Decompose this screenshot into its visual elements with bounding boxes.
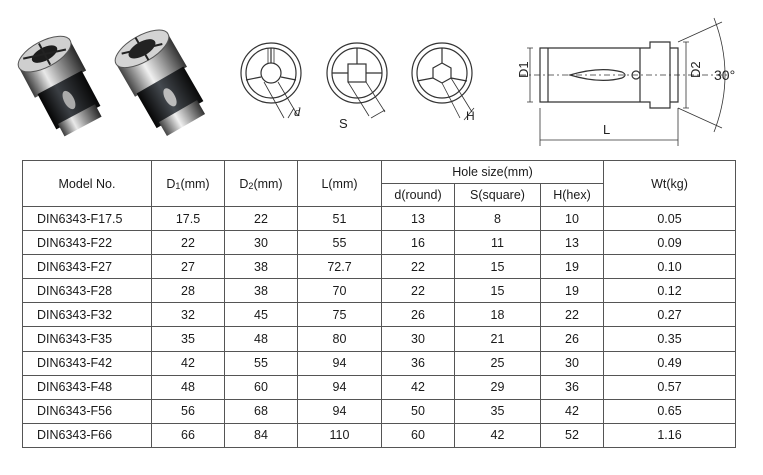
cell-d2: 55 [225,351,298,375]
cell-model: DIN6343-F66 [23,423,152,447]
cell-h: 19 [541,279,604,303]
cell-wt: 0.49 [604,351,736,375]
cell-d: 42 [382,375,455,399]
cell-d2: 22 [225,207,298,231]
cell-model: DIN6343-F32 [23,303,152,327]
table-header-row [23,161,736,184]
cell-h: 26 [541,327,604,351]
cell-h: 36 [541,375,604,399]
table-row [23,375,736,399]
cell-d1: 35 [152,327,225,351]
cell-d2: 38 [225,279,298,303]
cell-s: 8 [455,207,541,231]
end-view-hex-hole [408,36,490,136]
cell-model: DIN6343-F28 [23,279,152,303]
dim-label-d: d [294,104,301,119]
cell-d1: 32 [152,303,225,327]
cell-d: 13 [382,207,455,231]
spec-table-body [23,207,736,448]
dim-label-angle: 30° [714,67,736,83]
header-d2: D2(mm) [225,161,298,207]
spec-table [22,160,736,448]
cell-d1: 27 [152,255,225,279]
header-hole-size: Hole size(mm) [382,161,604,184]
cell-wt: 0.57 [604,375,736,399]
cell-h: 42 [541,399,604,423]
cell-model: DIN6343-F17.5 [23,207,152,231]
cell-wt: 0.65 [604,399,736,423]
cell-d1: 22 [152,231,225,255]
header-l: L(mm) [298,161,382,207]
cell-d2: 30 [225,231,298,255]
cell-d2: 68 [225,399,298,423]
cell-d1: 48 [152,375,225,399]
cell-d: 36 [382,351,455,375]
cell-wt: 0.10 [604,255,736,279]
cell-d: 16 [382,231,455,255]
cell-s: 42 [455,423,541,447]
cell-s: 25 [455,351,541,375]
cell-d1: 56 [152,399,225,423]
cell-model: DIN6343-F42 [23,351,152,375]
cell-d: 22 [382,255,455,279]
cell-d: 22 [382,279,455,303]
cell-s: 35 [455,399,541,423]
cell-s: 18 [455,303,541,327]
cell-d1: 42 [152,351,225,375]
cell-h: 13 [541,231,604,255]
header-hole-hex: H(hex) [541,184,604,207]
cell-wt: 0.35 [604,327,736,351]
cell-l: 70 [298,279,382,303]
end-view-round-hole [238,36,320,136]
dim-label-s: S [339,116,348,131]
collet-photo-right [100,18,220,142]
cell-l: 55 [298,231,382,255]
table-row [23,303,736,327]
cell-h: 22 [541,303,604,327]
table-row [23,351,736,375]
cell-wt: 0.12 [604,279,736,303]
cell-d2: 45 [225,303,298,327]
cell-wt: 0.09 [604,231,736,255]
cell-d: 50 [382,399,455,423]
table-row [23,399,736,423]
cell-l: 72.7 [298,255,382,279]
cell-l: 80 [298,327,382,351]
cell-wt: 0.27 [604,303,736,327]
cell-l: 51 [298,207,382,231]
cell-l: 110 [298,423,382,447]
cell-d2: 38 [225,255,298,279]
collet-side-view [500,8,750,158]
cell-h: 52 [541,423,604,447]
cell-d2: 48 [225,327,298,351]
header-hole-round: d(round) [382,184,455,207]
header-model: Model No. [23,161,152,207]
cell-d: 30 [382,327,455,351]
cell-model: DIN6343-F27 [23,255,152,279]
header-d1: D1(mm) [152,161,225,207]
dim-label-d1: D1 [516,61,531,78]
cell-l: 94 [298,375,382,399]
cell-wt: 0.05 [604,207,736,231]
cell-s: 15 [455,279,541,303]
cell-l: 94 [298,351,382,375]
cell-d1: 28 [152,279,225,303]
table-row [23,231,736,255]
cell-s: 21 [455,327,541,351]
product-figures [0,0,763,160]
header-wt: Wt(kg) [604,161,736,207]
cell-s: 15 [455,255,541,279]
cell-d: 60 [382,423,455,447]
dim-label-d2: D2 [688,61,703,78]
cell-d1: 17.5 [152,207,225,231]
cell-h: 19 [541,255,604,279]
cell-d1: 66 [152,423,225,447]
cell-model: DIN6343-F56 [23,399,152,423]
cell-model: DIN6343-F48 [23,375,152,399]
dim-label-l: L [603,122,611,137]
dim-label-h: H [466,109,475,123]
cell-d2: 84 [225,423,298,447]
end-view-square-hole [323,36,405,136]
cell-h: 10 [541,207,604,231]
table-row [23,327,736,351]
table-row [23,279,736,303]
cell-s: 11 [455,231,541,255]
cell-l: 94 [298,399,382,423]
cell-l: 75 [298,303,382,327]
cell-model: DIN6343-F35 [23,327,152,351]
cell-s: 29 [455,375,541,399]
table-row [23,255,736,279]
cell-d2: 60 [225,375,298,399]
cell-d: 26 [382,303,455,327]
cell-wt: 1.16 [604,423,736,447]
table-row [23,423,736,447]
table-row [23,207,736,231]
cell-model: DIN6343-F22 [23,231,152,255]
header-hole-square: S(square) [455,184,541,207]
cell-h: 30 [541,351,604,375]
